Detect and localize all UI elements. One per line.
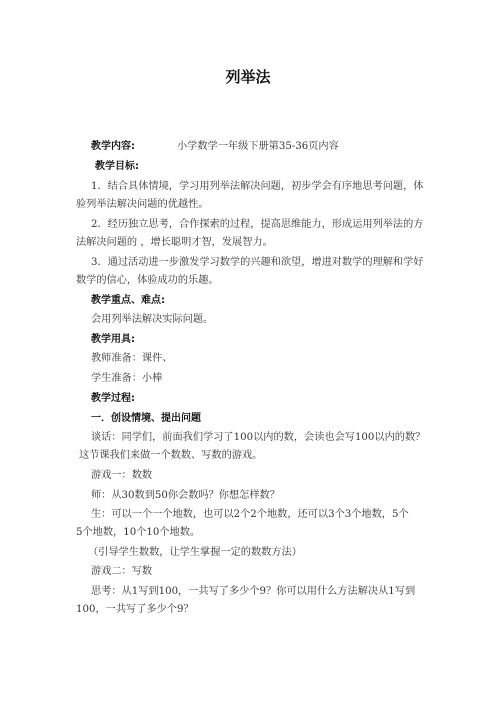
think-line-1: 思考：从1写到100，一共写了多少个9？你可以用什么方法解决从1写到 (91, 586, 416, 597)
tools-teacher: 教师准备：课件、 (91, 353, 173, 364)
keypoints-text: 会用列举法解决实际问题。 (91, 314, 214, 325)
process-heading: 教学过程: (91, 393, 135, 404)
teaching-content-row (91, 140, 339, 154)
process-section-1: 一．创设情境、提出问题 (91, 413, 201, 424)
intro-line-1: 谈话：同学们，前面我们学习了100以内的数，会读也会写100以内的数？ (91, 432, 426, 443)
goal-2-line-1: 2．经历独立思考，合作探索的过程，提高思维能力，形成运用列举法的方 (91, 219, 424, 230)
game-1-heading: 游戏一：数数 (91, 470, 153, 481)
goal-1-line-1: 1．结合具体情境，学习用列举法解决问题，初步学会有序地思考问题，体 (91, 181, 424, 192)
goal-3-line-2: 数学的信心，体验成功的乐趣。 (76, 275, 219, 286)
tools-student: 学生准备：小棒 (91, 373, 163, 384)
teaching-content-value: 小学数学一年级下册第35-36页内容 (177, 141, 339, 152)
student-answer-line-2: 5个地数，10个10个地数。 (76, 527, 201, 538)
intro-line-2: 这节课我们来做一个数数、写数的游戏。 (79, 450, 263, 461)
goal-2-line-2: 法解决问题的 ，增长聪明才智，发展智力。 (76, 237, 273, 248)
tools-heading: 教学用具: (91, 334, 135, 345)
goals-heading: 教学目标: (95, 161, 139, 172)
student-answer-line-1: 生：可以一个一个地数，也可以2个2个地数，还可以3个3个地数，5个 (91, 509, 409, 520)
goal-1-line-2: 验列举法解决问题的优越性。 (76, 199, 209, 210)
teaching-content-label: 教学内容: (91, 141, 135, 152)
guidance-note: （引导学生数数，让学生掌握一定的数数方法） (88, 547, 302, 558)
keypoints-heading: 教学重点、难点: (91, 295, 165, 306)
goal-3-line-1: 3．通过活动进一步激发学习数学的兴趣和欲望，增进对数学的理解和学好 (91, 257, 424, 268)
think-line-2: 100，一共写了多少个9？ (76, 604, 194, 615)
document-title: 列举法 (225, 68, 271, 86)
game-2-heading: 游戏二：写数 (91, 566, 153, 577)
teacher-question: 师：从30数到50你会数吗？你想怎样数？ (91, 490, 280, 501)
